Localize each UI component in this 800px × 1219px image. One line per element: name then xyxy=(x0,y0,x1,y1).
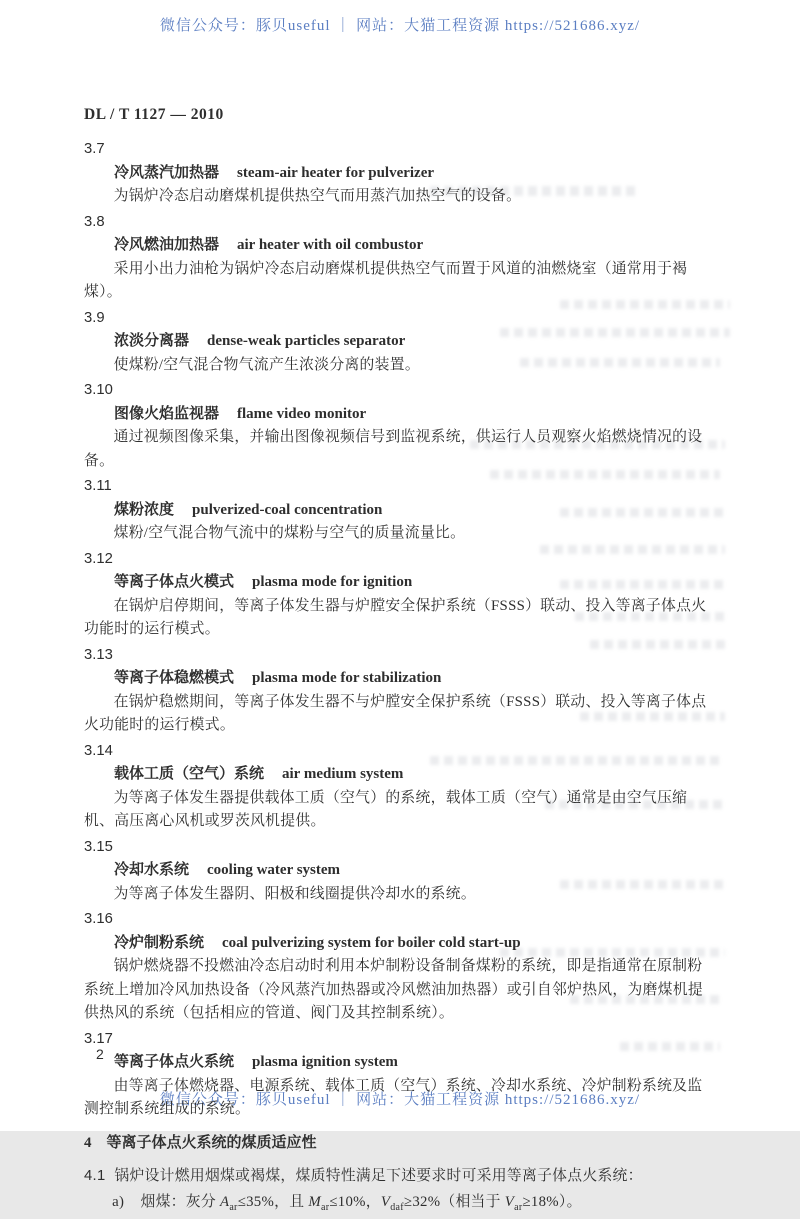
definition-text: 为锅炉冷态启动磨煤机提供热空气而用蒸汽加热空气的设备。 xyxy=(113,188,522,204)
definition-text: 在锅炉稳燃期间，等离子体发生器不与炉膛安全保护系统（FSSS）联动、投入等离子体点火功能时的运行模式。 xyxy=(84,693,707,733)
section-number: 3.10 xyxy=(84,382,113,398)
term-line xyxy=(84,234,716,258)
list-item-a xyxy=(84,1191,716,1219)
definition-text: 采用小出力油枪为锅炉冷态启动磨煤机提供热空气而置于风道的油燃烧室（通常用于褐煤）。 xyxy=(84,260,688,300)
var-symbol: A xyxy=(219,1193,230,1210)
term-line xyxy=(84,499,716,523)
chapter-heading xyxy=(84,1132,716,1156)
chapter-title: 等离子体点火系统的煤质适应性 xyxy=(106,1134,317,1151)
term-line xyxy=(84,859,716,883)
definition-text: 使煤粉/空气混合物气流产生浓淡分离的装置。 xyxy=(113,356,420,373)
term-chinese: 冷风燃油加热器 xyxy=(114,237,220,253)
section-number: 3.17 xyxy=(84,1030,113,1047)
item-text: ≥32%（相当于 xyxy=(403,1193,505,1210)
term-line xyxy=(84,403,716,427)
var-subscript: ar xyxy=(229,1201,238,1213)
term-english: plasma mode for stabilization xyxy=(252,670,442,686)
var-subscript: daf xyxy=(390,1201,404,1213)
term-english: plasma ignition system xyxy=(252,1054,398,1070)
term-section-3-7 xyxy=(84,138,716,209)
term-chinese: 等离子体稳燃模式 xyxy=(114,670,235,686)
section-number: 3.8 xyxy=(84,213,105,230)
watermark-banner-top: 微信公众号：豚贝useful ｜ 网站：大猫工程资源 https://521686.xyz/ xyxy=(159,18,641,34)
term-section-3-17 xyxy=(84,1028,716,1122)
term-section-3-12 xyxy=(84,548,716,642)
page-number: 2 xyxy=(96,1046,104,1062)
term-chinese: 浓淡分离器 xyxy=(114,333,190,349)
section-number: 3.9 xyxy=(84,309,105,326)
term-english: air heater with oil combustor xyxy=(237,237,424,253)
definition-text: 煤粉/空气混合物气流中的煤粉与空气的质量流量比。 xyxy=(113,525,466,541)
section-number: 3.15 xyxy=(84,838,113,855)
term-chinese: 图像火焰监视器 xyxy=(114,405,220,422)
var-symbol: V xyxy=(380,1193,391,1210)
document-body xyxy=(84,106,716,1219)
definition-text: 为等离子体发生器提供载体工质（空气）的系统，载体工质（空气）通常是由空气压缩机、高压离心风机或罗茨风机提供。 xyxy=(84,789,688,829)
clause-4-1 xyxy=(84,1165,716,1189)
term-line xyxy=(84,763,716,787)
definition-text: 锅炉燃烧器不投燃油冷态启动时利用本炉制粉设备制备煤粉的系统，即是指通常在原制粉系统上增加冷风加热设备（冷风蒸汽加热器或冷风燃油加热器）或引自邻炉热风，为磨煤机提供热风的系统（包括相应的管道、阀门及其控制系统）。 xyxy=(84,958,703,1021)
standard-number: DL / T 1127 — 2010 xyxy=(84,106,224,123)
term-chinese: 煤粉浓度 xyxy=(114,501,175,518)
term-section-3-14 xyxy=(84,740,716,834)
term-line xyxy=(84,1051,716,1075)
chapter-4 xyxy=(84,1132,716,1219)
var-subscript: ar xyxy=(320,1201,330,1213)
var-symbol: M xyxy=(308,1193,321,1210)
item-text: ≤35%，且 xyxy=(237,1193,309,1210)
term-chinese: 冷风蒸汽加热器 xyxy=(114,164,220,181)
term-section-3-16 xyxy=(84,908,716,1026)
term-chinese: 等离子体点火模式 xyxy=(114,574,235,590)
section-number: 3.14 xyxy=(84,742,113,759)
definition-text: 由等离子体燃烧器、电源系统、载体工质（空气）系统、冷却水系统、冷炉制粉系统及监测控制系统组成的系统。 xyxy=(84,1077,703,1117)
term-section-3-11 xyxy=(84,475,716,546)
term-english: dense-weak particles separator xyxy=(207,333,406,349)
section-number: 3.7 xyxy=(84,141,105,157)
var-symbol: V xyxy=(504,1193,515,1210)
term-line xyxy=(84,667,716,691)
term-english: steam-air heater for pulverizer xyxy=(237,164,435,181)
definition-text: 为等离子体发生器阴、阳极和线圈提供冷却水的系统。 xyxy=(113,885,476,902)
section-number: 3.16 xyxy=(84,911,113,927)
term-section-3-9 xyxy=(84,307,716,378)
term-section-3-15 xyxy=(84,836,716,907)
clause-number: 4.1 xyxy=(84,1168,106,1184)
term-english: cooling water system xyxy=(207,862,341,878)
var-subscript: ar xyxy=(514,1201,523,1213)
definition-text: 通过视频图像采集，并输出图像视频信号到监视系统，供运行人员观察火焰燃烧情况的设备。 xyxy=(84,429,703,469)
term-english: air medium system xyxy=(282,766,404,782)
term-line xyxy=(84,330,716,354)
term-english: coal pulverizing system for boiler cold start-up xyxy=(222,934,521,951)
watermark-banner-bottom: 微信公众号：豚贝useful ｜ 网站：大猫工程资源 https://521686.xyz/ xyxy=(159,1092,641,1108)
chapter-number: 4 xyxy=(84,1134,92,1151)
clause-text: 锅炉设计燃用烟煤或褐煤，煤质特性满足下述要求时可采用等离子体点火系统： xyxy=(114,1168,643,1184)
section-number: 3.13 xyxy=(84,646,113,663)
item-lead: 烟煤：灰分 xyxy=(140,1193,220,1210)
item-text: ≥18%）。 xyxy=(522,1193,582,1210)
term-english: pulverized-coal concentration xyxy=(192,501,383,518)
term-section-3-8 xyxy=(84,211,716,305)
section-number: 3.11 xyxy=(84,478,112,494)
term-chinese: 载体工质（空气）系统 xyxy=(114,766,265,782)
term-chinese: 等离子体点火系统 xyxy=(114,1054,235,1070)
term-section-3-10 xyxy=(84,379,716,473)
term-chinese: 冷却水系统 xyxy=(114,862,190,878)
item-marker: a) xyxy=(112,1193,125,1210)
term-line xyxy=(84,571,716,595)
item-text: ≤10%， xyxy=(329,1193,381,1210)
term-english: flame video monitor xyxy=(237,405,367,422)
term-chinese: 冷炉制粉系统 xyxy=(114,934,205,951)
term-line xyxy=(84,932,716,956)
section-number: 3.12 xyxy=(84,550,113,567)
term-section-3-13 xyxy=(84,644,716,738)
term-english: plasma mode for ignition xyxy=(252,574,413,590)
definition-text: 在锅炉启停期间，等离子体发生器与炉膛安全保护系统（FSSS）联动、投入等离子体点火功能时的运行模式。 xyxy=(84,597,707,637)
term-line xyxy=(84,162,716,186)
